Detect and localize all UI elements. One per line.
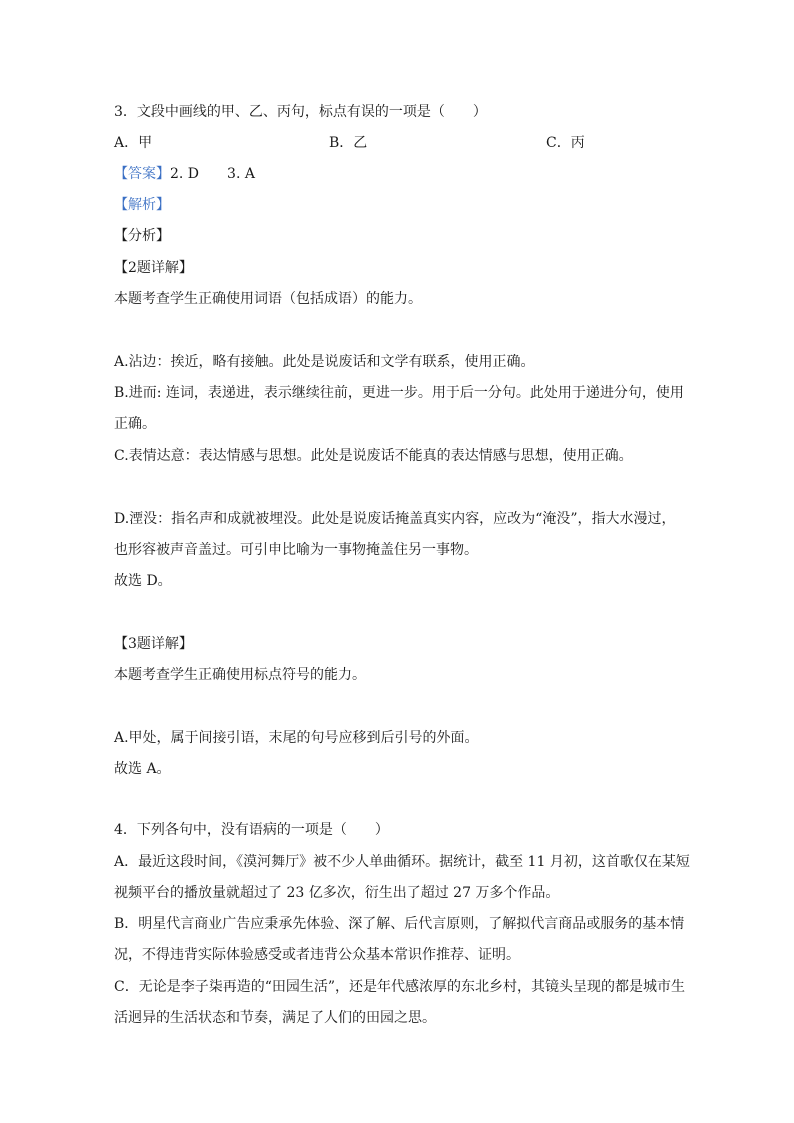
q2-intro: 本题考查学生正确使用词语（包括成语）的能力。 bbox=[114, 291, 422, 307]
option-b: B．乙 bbox=[329, 135, 368, 151]
q2-option-d-line1: D.湮没：指名声和成就被埋没。此处是说废话掩盖真实内容，应改为“淹没”，指大水漫过， bbox=[114, 511, 676, 527]
q3-intro: 本题考查学生正确使用标点符号的能力。 bbox=[114, 667, 366, 683]
question-4-text: 4．下列各句中，没有语病的一项是（ ） bbox=[114, 822, 389, 838]
q4-option-c-line2: 活迥异的生活状态和节奏，满足了人们的田园之思。 bbox=[114, 1010, 436, 1026]
q3-option-a: A.甲处，属于间接引语，末尾的句号应移到后引号的外面。 bbox=[114, 730, 479, 746]
answer-value: 2. D 3. A bbox=[170, 166, 255, 182]
question-3-text: 3．文段中画线的甲、乙、丙句，标点有误的一项是（ ） bbox=[114, 104, 487, 120]
q3-conclusion: 故选 A。 bbox=[114, 761, 171, 777]
answer-label: 【答案】 bbox=[114, 166, 170, 182]
q2-heading: 【2题详解】 bbox=[114, 260, 193, 276]
q4-option-b-line2: 况，不得违背实际体验感受或者违背公众基本常识作推荐、证明。 bbox=[114, 947, 520, 963]
fenxi-label: 【分析】 bbox=[114, 228, 170, 244]
q2-option-b-line2: 正确。 bbox=[114, 416, 156, 432]
q2-option-d-line2: 也形容被声音盖过。可引申比喻为一事物掩盖住另一事物。 bbox=[114, 542, 478, 558]
option-c: C．丙 bbox=[546, 135, 585, 151]
q2-conclusion: 故选 D。 bbox=[114, 573, 172, 589]
q2-option-a: A.沾边：挨近，略有接触。此处是说废话和文学有联系，使用正确。 bbox=[114, 354, 535, 370]
q4-option-b-line1: B．明星代言商业广告应秉承先体验、深了解、后代言原则，了解拟代言商品或服务的基本情 bbox=[114, 916, 685, 932]
option-a: A．甲 bbox=[114, 135, 153, 151]
q4-option-a-line1: A．最近这段时间，《漠河舞厅》被不少人单曲循环。据统计，截至 11 月初，这首歌仅在某短 bbox=[114, 854, 690, 870]
analysis-label: 【解析】 bbox=[114, 197, 170, 213]
answer-line bbox=[114, 164, 255, 184]
q2-option-b-line1: B.进而: 连词，表递进，表示继续往前，更进一步。用于后一分句。此处用于递进分句，使用 bbox=[114, 385, 684, 401]
q2-option-c: C.表情达意：表达情感与思想。此处是说废话不能真的表达情感与思想，使用正确。 bbox=[114, 448, 633, 464]
q4-option-c-line1: C．无论是李子柒再造的“田园生活”，还是年代感浓厚的东北乡村，其镜头呈现的都是城市生 bbox=[114, 979, 686, 995]
q3-heading: 【3题详解】 bbox=[114, 636, 193, 652]
q4-option-a-line2: 视频平台的播放量就超过了 23 亿多次，衍生出了超过 27 万多个作品。 bbox=[114, 885, 560, 901]
